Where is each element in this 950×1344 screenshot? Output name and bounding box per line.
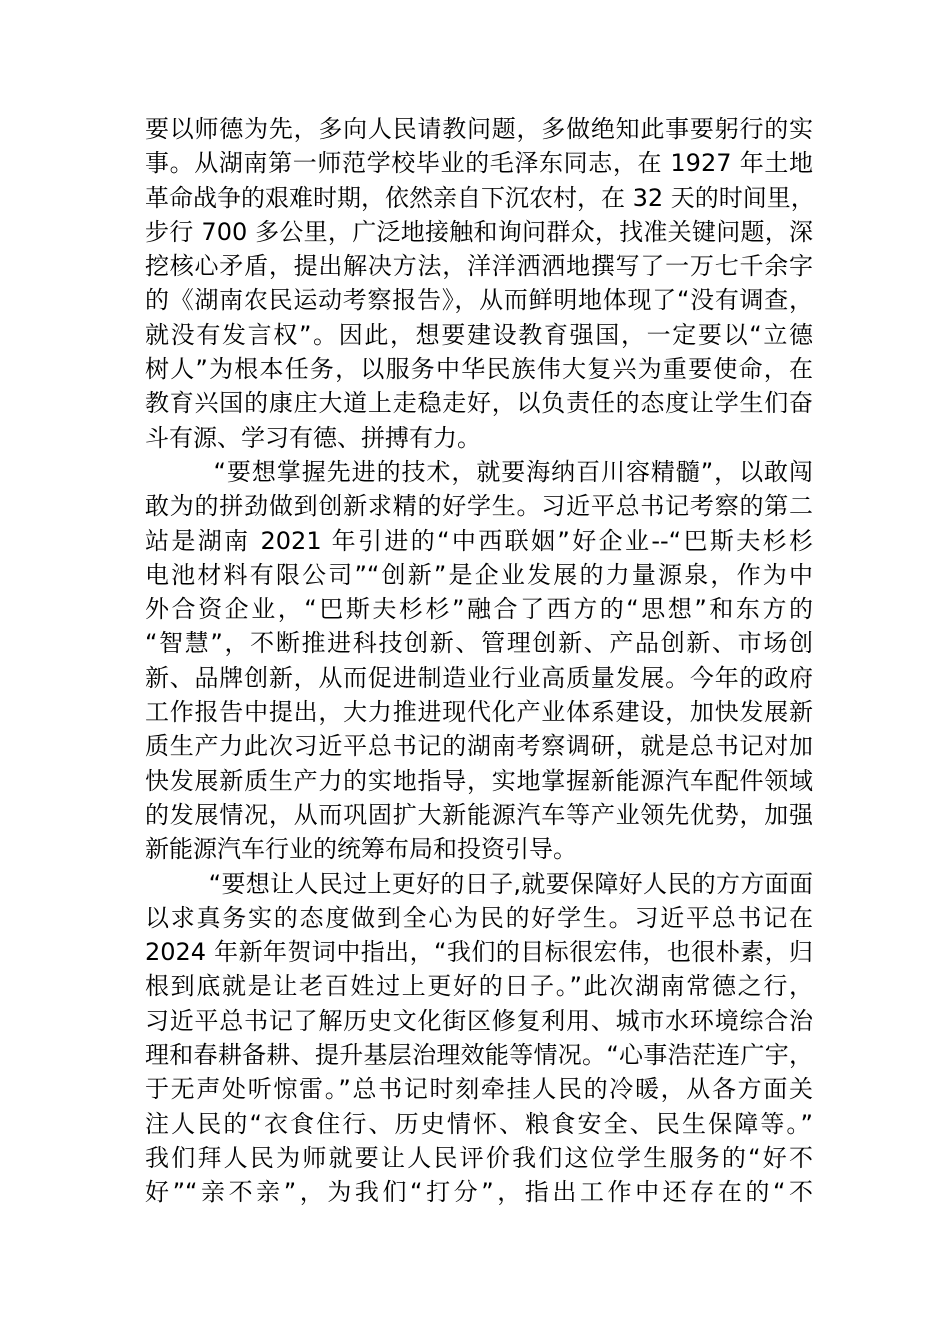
text-line: 的发展情况，从而巩固扩大新能源汽车等产业领先优势，加强: [145, 800, 813, 829]
text-line: “要想让人民过上更好的日子,就要保障好人民的方方面面: [145, 869, 813, 898]
text-line: 理和春耕备耕、提升基层治理效能等情况。“心事浩茫连广宇，: [145, 1041, 813, 1070]
text-line: 质生产力此次习近平总书记的湖南考察调研，就是总书记对加: [145, 732, 813, 761]
text-line: 外合资企业，“巴斯夫杉杉”融合了西方的“思想”和东方的: [145, 595, 813, 624]
text-line: 要以师德为先，多向人民请教问题，多做绝知此事要躬行的实: [145, 115, 813, 143]
text-line: “要想掌握先进的技术，就要海纳百川容精髓”，以敢闯: [145, 457, 813, 486]
text-line: 以求真务实的态度做到全心为民的好学生。习近平总书记在: [145, 903, 813, 932]
text-line: 快发展新质生产力的实地指导，实地掌握新能源汽车配件领域: [145, 766, 813, 795]
text-line: 革命战争的艰难时期，依然亲自下沉农村，在 32 天的时间里，: [145, 183, 815, 212]
text-line: 好”“亲不亲”，为我们“打分”，指出工作中还存在的“不: [145, 1178, 813, 1207]
text-line: 步行 700 多公里，广泛地接触和询问群众，找准关键问题，深: [145, 217, 813, 246]
text-line: 电池材料有限公司”“创新”是企业发展的力量源泉，作为中: [145, 560, 813, 589]
text-line: 习近平总书记了解历史文化街区修复利用、城市水环境综合治: [145, 1006, 813, 1035]
text-line: 挖核心矛盾，提出解决方法，洋洋洒洒地撰写了一万七千余字: [145, 252, 813, 281]
text-line: 的《湖南农民运动考察报告》，从而鲜明地体现了“没有调查，: [145, 286, 813, 315]
text-line: 注人民的“衣食住行、历史情怀、粮食安全、民生保障等。”: [145, 1109, 813, 1138]
text-line: 工作报告中提出，大力推进现代化产业体系建设，加快发展新: [145, 698, 813, 727]
text-line: 斗有源、学习有德、拼搏有力。: [145, 423, 481, 452]
text-line: 敢为的拼劲做到创新求精的好学生。习近平总书记考察的第二: [145, 492, 813, 521]
text-line: 就没有发言权”。因此，想要建设教育强国，一定要以“立德: [145, 320, 813, 349]
text-line: 2024 年新年贺词中指出，“我们的目标很宏伟，也很朴素，归: [145, 938, 813, 967]
text-line: 站是湖南 2021 年引进的“中西联姻”好企业--“巴斯夫杉杉: [145, 526, 813, 555]
text-line: 树人”为根本任务，以服务中华民族伟大复兴为重要使命，在: [145, 355, 813, 384]
text-line: 新能源汽车行业的统筹布局和投资引导。: [145, 835, 577, 864]
text-line: “智慧”，不断推进科技创新、管理创新、产品创新、市场创: [145, 629, 813, 658]
text-line: 事。从湖南第一师范学校毕业的毛泽东同志，在 1927 年土地: [145, 149, 813, 178]
text-line: 于无声处听惊雷。”总书记时刻牵挂人民的冷暖，从各方面关: [145, 1075, 813, 1104]
text-line: 教育兴国的康庄大道上走稳走好，以负责任的态度让学生们奋: [145, 389, 813, 418]
body-text: [145, 112, 813, 1210]
text-line: 我们拜人民为师就要让人民评价我们这位学生服务的“好不: [145, 1143, 813, 1172]
text-line: 根到底就是让老百姓过上更好的日子。”此次湖南常德之行，: [145, 972, 813, 1001]
text-line: 新、品牌创新，从而促进制造业行业高质量发展。今年的政府: [145, 663, 813, 692]
